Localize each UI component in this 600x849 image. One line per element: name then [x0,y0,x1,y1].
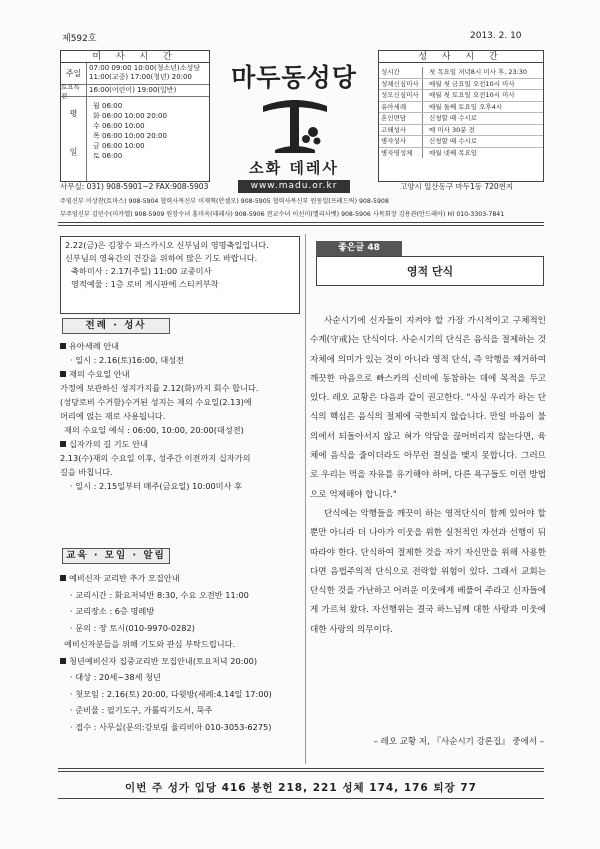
mass-row-label: 평 일 [61,97,87,181]
article-paragraph: 단식에는 악행들을 깨끗이 하는 영적단식이 함께 있어야 할 뿐만 아니라 더 나아가 이웃을 위한 실천적인 자선과 선행이 뒤따라야 한다. 단식하여 절제한 것을 자기 자신만을 위해 사용한다면 음법주의적 단식으로 전락할 위험이 있다. 그래서 교회는 단식한 것을 가난하고 어려운 이웃에게 베풀어 주라고 신자들에게 가르쳐 왔다. 자선행위는 결국 하느님께 대한 사랑과 이웃에 대한 사랑의 의무이다. [310,508,546,635]
item-text: 청년예비신자 집중교리반 모집안내(토요저녁 20:00) [69,655,258,666]
mass-row-label: 주일 [61,63,87,84]
sacrament-value: 신청할 때 수시로 [429,137,478,145]
sacrament-row [379,136,543,148]
liturgy-section-body [60,339,302,493]
notice-line: 축하미사 : 2.17(주일) 11:00 교중미사 [71,266,212,276]
section-line: 길을 바칩니다. [60,467,113,477]
sacrament-value: 매월 둘째 토요일 오후4시 [429,102,503,111]
office-contact: 사무실: 031) 908-5901~2 FAX:908-5903 [60,182,209,191]
sacraments-title: 성 사 시 간 [379,51,543,63]
sacrament-row [379,113,543,125]
section-line: · 일시 : 2.16(토)16:00, 대성전 [70,355,185,365]
issue-date: 2013. 2. 10 [470,31,522,41]
mass-line: 수 06:00 10:00 [93,122,145,130]
sacrament-label: 성시간 [379,67,423,78]
section-line: 2.13(수)재의 수요일 이후, 성주간 이전까지 십자가의 [60,453,251,463]
education-section-heading: 교육 · 모임 · 알림 [62,548,170,564]
section-line: (성당로비 수거함)수거된 성지는 재의 수요일(2.13)에 [60,397,252,407]
column-divider [305,234,306,764]
sacrament-value: 신청할 때 수시로 [429,114,478,122]
section-line: · 일시 : 2.15일부터 매주(금요일) 10:00미사 후 [70,481,243,491]
sacrament-row [379,79,543,91]
section-line: · 문의 : 장 토시(010-9970-0282) [70,622,195,633]
clergy-line: 부주임신부 김민수(미카엘) 908-5909 원장수녀 홍미옥(데레사) 908-5906 전교수녀 이선미(엘리사벳) 908-5906 사목회장 김용관(안드레아) H) 010-3303-7841 [60,211,505,218]
sacrament-value: 첫 목요일 저녁8시 미사 후, 23:30 [429,68,528,76]
mass-line: 토 06:00 [93,152,123,160]
section-line: · 첫모임 : 2.16(토) 20:00, 다윗방(세례:4.14일 17:00) [70,688,272,699]
hymn-numbers: 이번 주 성가 입당 416 봉헌 218, 221 성체 174, 176 퇴장 77 [125,782,477,794]
section-item [60,653,302,670]
section-item [60,367,302,381]
mass-row-weekday [61,97,209,181]
section-line: 예비신자분들을 위해 기도와 관심 부탁드립니다. [64,639,236,649]
sacrament-label: 고해성사 [379,125,423,136]
good-writing-tag: 좋은글 48 [316,241,402,256]
bullet-square-icon [60,575,66,581]
education-section-body [60,570,302,735]
item-text: 예비신자 교리반 추가 모집안내 [69,573,180,583]
mass-row-value [87,97,209,181]
sacrament-row [379,125,543,137]
website-link[interactable]: www.madu.or.kr [238,180,350,193]
mass-times-box [60,50,210,182]
sacrament-label: 성체신심미사 [379,79,423,90]
section-line: · 접수 : 사무실(문의:강보림 율리비아 010-3053-6275) [70,721,272,732]
parish-title: 마두동성당 [231,63,357,92]
mass-line: 목 06:00 10:00 20:00 [93,132,167,140]
section-item [60,437,302,451]
article-source: – 레오 교황 저, 『사순시기 강론집』 중에서 – [373,737,544,747]
sacrament-row [379,148,543,159]
notice-line: 신부님의 영육간의 건강을 위하여 많은 기도 바랍니다. [65,253,258,263]
article-body [310,312,546,640]
section-line: · 대상 : 20세~38세 청년 [70,672,161,682]
mass-line: 16:00(어린이) 19:00(일반) [89,86,177,94]
sacrament-label: 성모신심미사 [379,90,423,101]
mass-line: 07:00 09:00 10:00(청소년)소성당 [89,64,201,72]
section-item [60,339,302,353]
item-text: 재의 수요일 안내 [69,369,130,379]
section-line: 가정에 보관하신 성지가지를 2.12(화)까지 회수 합니다. [60,383,259,393]
sacrament-row [379,90,543,102]
mass-line: 11:00(교중) 17:00(청년) 20:00 [89,73,192,81]
section-line: · 준비물 : 필기도구, 가톨릭기도서, 묵주 [70,705,213,715]
section-line: · 교리장소 : 6층 명례방 [70,606,155,616]
parish-address: 고양시 일산동구 마두1동 720번지 [400,182,514,191]
flower-icon [302,127,321,145]
notice-line: 2.22(금)은 김창수 파스카시오 신부님의 영명축일입니다. [65,240,269,250]
parish-name: 소화 데레사 [249,159,339,177]
divider [58,225,544,226]
issue-number: 제592호 [62,34,97,44]
divider [58,222,544,223]
sacrament-label: 병자영성체 [379,148,423,159]
feast-notice-box [60,236,300,314]
notice-line: 영적예물 : 1층 로비 게시판에 스티커부착 [71,279,219,289]
section-line: 머리에 얹는 재로 사용됩니다. [60,411,166,421]
clergy-line: 주임신부 이상찬(토마스) 908-5904 협력사목신부 이재혁(안셀모) 908-5905 협력사목신부 원동일(프레드릭) 908-5908 [60,198,389,205]
item-text: 십자가의 길 기도 안내 [69,439,148,449]
sacraments-box [378,50,544,182]
mass-row-saturday [61,82,209,100]
item-text: 유아세례 안내 [69,341,120,351]
divider [58,771,544,772]
bullet-square-icon [60,441,66,447]
mass-row-value [87,63,209,84]
article-paragraph: 사순시기에 신자들이 지켜야 할 가장 가시적이고 구체적인 수계(守戒)는 단식이다. 사순시기의 단식은 음식을 절제하는 것 자체에 의미가 있는 것이 아니라 영적 단식, 즉 악행을 제거하여 깨끗한 마음으로 빠스카의 신비에 동참하는 데에 목적을 두고 있다. 레오 교황은 다음과 같이 권고한다. "사실 우리가 하는 단식의 핵심은 음식의 절제에 국한되지 않습니다. 만일 마음이 불의에서 되돌아서지 않고 혀가 악담을 끊어버리지 않는다면, 육체에 음식을 줄이더라도 아무런 결실을 맺지 못합니다. 그러므로 우리는 먹을 자유를 유기해야 하며, 다른 욕구들도 이런 방법으로 억제해야 합니다." [310,316,546,500]
sacrament-row [379,102,543,114]
article-title: 영적 단식 [316,256,544,286]
sacrament-label: 혼인면담 [379,113,423,124]
cross-logo-icon [255,92,335,154]
mass-line: 금 06:00 10:00 [93,142,145,150]
bullet-square-icon [60,371,66,377]
mass-line: 월 06:00 [93,102,123,110]
divider [58,768,544,769]
mass-row-label: 토요특전 [61,85,87,96]
sacrament-value: 매월 넷째 목요일 [429,148,478,157]
sacrament-label: 병자성사 [379,136,423,147]
section-line: · 교리시간 : 화요저녁반 8:30, 수요 오전반 11:00 [70,589,249,600]
sacrament-row [379,67,543,79]
bullet-square-icon [60,343,66,349]
section-item [60,570,302,587]
divider [58,798,544,799]
bullet-square-icon [60,658,66,664]
liturgy-section-heading: 전례 · 성사 [62,318,170,334]
sacrament-value: 매 미사 30분 전 [429,125,475,134]
sacrament-label: 유아세례 [379,102,423,113]
sacrament-value: 매월 첫 토요일 오전10시 미사 [429,91,515,99]
mass-line: 화 06:00 10:00 20:00 [93,112,167,120]
section-line: 재의 수요일 예식 : 06:00, 10:00, 20:00(대성전) [64,425,244,435]
mass-times-title: 미 사 시 간 [61,51,209,63]
sacrament-value: 매월 첫 금요일 오전10시 미사 [429,79,515,88]
